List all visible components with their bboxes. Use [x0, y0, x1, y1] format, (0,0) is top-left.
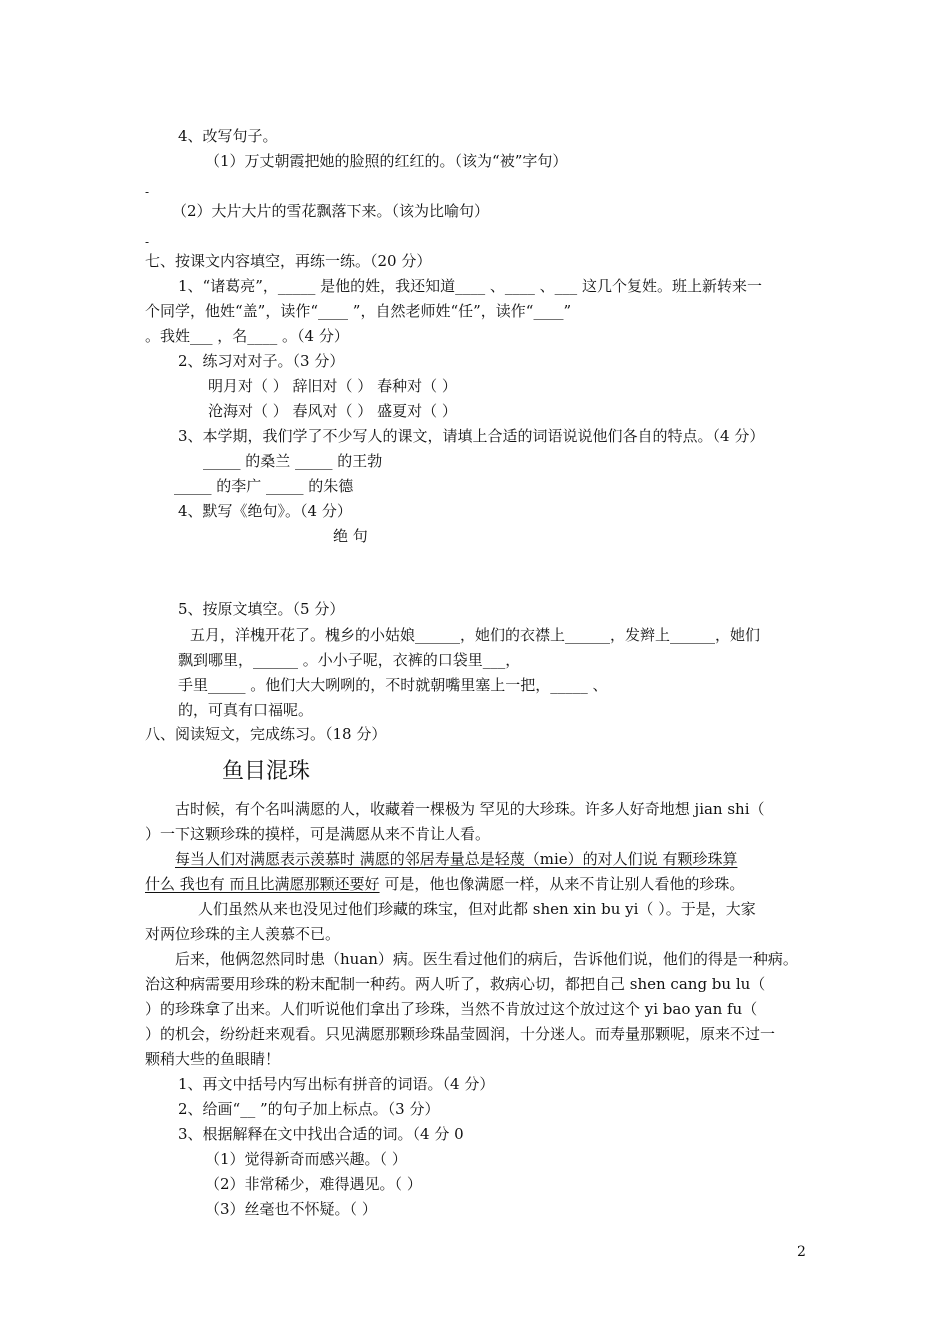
passage-underlined-sentence-end: 什么 我也有 而且比满愿那颗还要好 [145, 875, 380, 893]
passage-p3-line1: 人们虽然从来也没见过他们珍藏的珠宝，但对此都 shen xin bu yi（ ）。于是，大家 [198, 900, 756, 918]
s8-q1: 1、再文中括号内写出标有拼音的词语。（4 分） [178, 1075, 495, 1093]
s8-q3-item2: （2）非常稀少，难得遇见。（ ） [205, 1175, 422, 1193]
s8-q3: 3、根据解释在文中找出合适的词。（4 分 0 [178, 1125, 464, 1143]
s8-q2: 2、给画“__ ”的句子加上标点。（3 分） [178, 1100, 440, 1118]
passage-title: 鱼目混珠 [222, 759, 311, 784]
passage-p4-line4: ）的机会，纷纷赶来观看。只见满愿那颗珍珠晶莹圆润，十分迷人。而寿量那颗呢，原来不过一 [145, 1025, 776, 1043]
s7-q3-row1: _____ 的桑兰 _____ 的王勃 [203, 452, 383, 470]
s7-q5-heading: 5、按原文填空。（5 分） [178, 600, 345, 618]
s7-q2-row1: 明月对（ ） 辞旧对（ ） 春种对（ ） [208, 377, 457, 395]
passage-underlined-sentence: 每当人们对满愿表示羡慕时 满愿的邻居寿量总是轻蔑（mie）的对人们说 有颗珍珠算 [175, 850, 738, 868]
q4-item-1: （1）万丈朝霞把她的脸照的红红的。（该为“被”字句） [205, 152, 568, 170]
poem-title: 绝 句 [333, 527, 368, 545]
s7-q5-line1: 五月，洋槐开花了。槐乡的小姑娘______，她们的衣襟上______，发辫上______，她们 [190, 626, 761, 644]
passage-p4-line5: 颗稍大些的鱼眼睛！ [145, 1050, 281, 1068]
s7-q4-heading: 4、默写《绝句》。（4 分） [178, 502, 352, 520]
s7-q5-line2: 飘到哪里，______ 。小小子呢，衣裤的口袋里___， [178, 651, 521, 669]
q4-item-2: （2）大片大片的雪花飘落下来。（该为比喻句） [172, 202, 490, 220]
passage-p1-line2: ）一下这颗珍珠的摸样，可是满愿从来不肯让人看。 [145, 825, 491, 843]
s8-q3-item1: （1）觉得新奇而感兴趣。（ ） [205, 1150, 407, 1168]
s7-q5-line3: 手里_____ 。他们大大咧咧的，不时就朝嘴里塞上一把，_____ 、 [178, 676, 608, 694]
passage-p2-line2 [145, 874, 744, 894]
s7-q3-heading: 3、本学期，我们学了不少写人的课文，请填上合适的词语说说他们各自的特点。（4 分） [178, 427, 765, 445]
passage-p3-line2: 对两位珍珠的主人羡慕不已。 [145, 925, 341, 943]
page-number: 2 [797, 1244, 806, 1260]
s7-q3-row2: _____ 的李广 _____ 的朱德 [174, 477, 354, 495]
s7-q2-row2: 沧海对（ ） 春风对（ ） 盛夏对（ ） [208, 402, 457, 420]
s7-q1-line1: 1、“诸葛亮”，_____ 是他的姓，我还知道____ 、____ 、___ 这几个复姓。班上新转来一 [178, 277, 762, 295]
section-8-heading: 八、阅读短文，完成练习。（18 分） [145, 725, 387, 743]
s7-q1-line2: 个同学，他姓“盖”，读作“____ ”，自然老师姓“任”，读作“____” [145, 302, 572, 320]
blank-line-marker: - [145, 185, 150, 199]
s7-q1-line3: 。我姓___ ，名____ 。（4 分） [145, 327, 349, 345]
s7-q2-heading: 2、练习对对子。（3 分） [178, 352, 345, 370]
passage-p2-rest: 可是，他也像满愿一样，从来不肯让别人看他的珍珠。 [379, 875, 745, 893]
passage-p1-line1: 古时候，有个名叫满愿的人，收藏着一棵极为 罕见的大珍珠。许多人好奇地想 jian shi（ [175, 800, 765, 818]
passage-p4-line3: ）的珍珠拿了出来。人们听说他们拿出了珍珠，当然不肯放过这个放过这个 yi bao yan fu（ [145, 1000, 758, 1018]
s8-q3-item3: （3）丝毫也不怀疑。（ ） [205, 1200, 377, 1218]
section-7-heading: 七、按课文内容填空，再练一练。（20 分） [145, 252, 432, 270]
q4-heading: 4、改写句子。 [178, 127, 278, 145]
blank-line-marker: - [145, 235, 150, 249]
s7-q5-line4: 的，可真有口福呢。 [178, 701, 314, 719]
passage-p4-line1: 后来，他俩忽然同时患（huan）病。医生看过他们的病后，告诉他们说，他们的得是一种病。 [175, 950, 798, 968]
passage-p4-line2: 治这种病需要用珍珠的粉末配制一种药。两人听了，救病心切，都把自己 shen cang bu lu（ [145, 975, 766, 993]
